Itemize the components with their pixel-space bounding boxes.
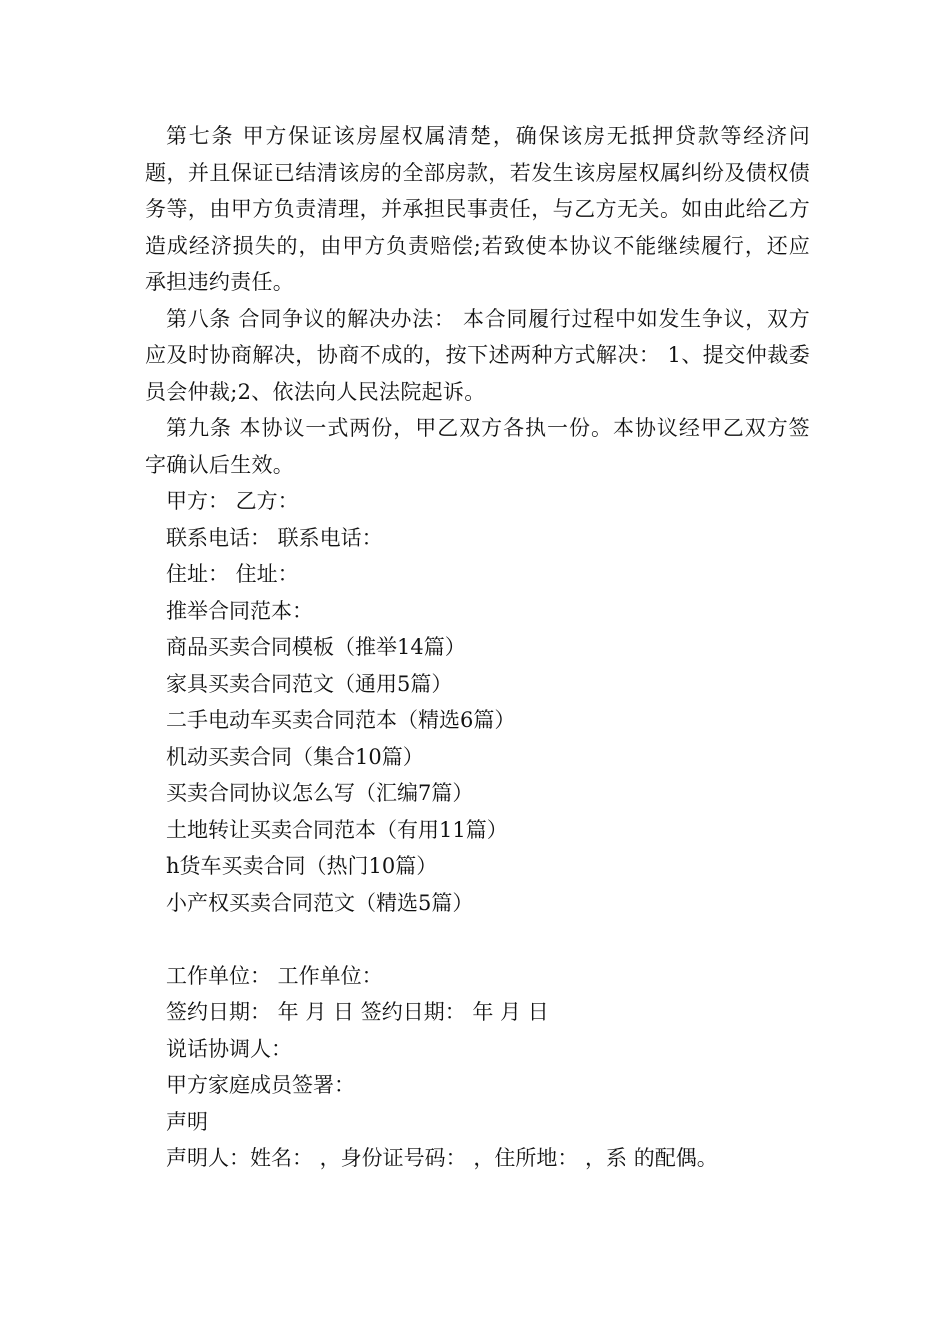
blank-line xyxy=(145,921,810,958)
recommend-item[interactable]: 家具买卖合同范文（通用5篇） xyxy=(166,671,453,696)
parties-line: 甲方： 乙方： xyxy=(166,489,299,513)
family-sign-line: 甲方家庭成员签署： xyxy=(166,1073,355,1097)
recommend-item[interactable]: 机动买卖合同（集合10篇） xyxy=(166,744,424,769)
work-units-line: 工作单位： 工作单位： xyxy=(166,963,383,988)
recommend-item[interactable]: 土地转让买卖合同范本（有用11篇） xyxy=(166,817,508,842)
article-9: 第九条 本协议一式两份，甲乙双方各执一份。本协议经甲乙双方签字确认后生效。 xyxy=(145,416,810,477)
recommend-item[interactable]: 买卖合同协议怎么写（汇编7篇） xyxy=(166,781,474,805)
sign-dates-line: 签约日期： 年 月 日 签约日期： 年 月 日 xyxy=(166,1000,549,1024)
article-7: 第七条 甲方保证该房屋权属清楚，确保该房无抵押贷款等经济问题，并且保证已结清该房的全部房款，若发生该房屋权属纠纷及债权债务等，由甲方负责清理，并承担民事责任，与乙方无关。如由此给乙方造成经济损失的，由甲方负责赔偿;若致使本协议不能继续履行，还应承担违约责任。 xyxy=(145,124,810,294)
recommend-item[interactable]: h货车买卖合同（热门10篇） xyxy=(166,854,438,878)
statement-body: 声明人：姓名： ，身份证号码： ，住所地： ，系 的配偶。 xyxy=(166,1146,718,1170)
recommend-item[interactable]: 商品买卖合同模板（推举14篇） xyxy=(166,635,466,659)
addresses-line: 住址： 住址： xyxy=(166,562,299,586)
statement-title: 声明 xyxy=(166,1109,208,1134)
phones-line: 联系电话： 联系电话： xyxy=(166,525,383,550)
mediator-line: 说话协调人： xyxy=(166,1036,292,1061)
article-8: 第八条 合同争议的解决办法： 本合同履行过程中如发生争议，双方应及时协商解决，协商不成的，按下述两种方式解决： 1、提交仲裁委员会仲裁;2、依法向人民法院起诉。 xyxy=(145,306,810,404)
recommend-item[interactable]: 二手电动车买卖合同范本（精选6篇） xyxy=(166,708,516,732)
recommend-item[interactable]: 小产权买卖合同范文（精选5篇） xyxy=(166,890,474,915)
document-page xyxy=(145,118,810,1177)
recommend-title: 推举合同范本： xyxy=(166,598,313,623)
